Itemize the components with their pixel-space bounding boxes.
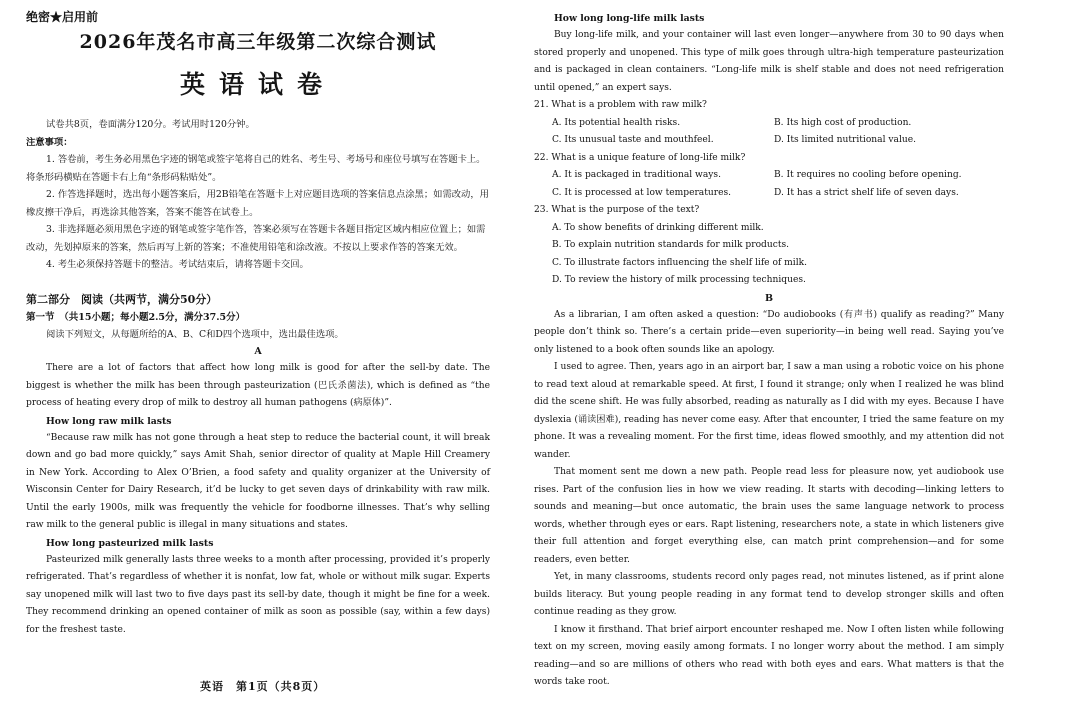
option-d: D. It has a strict shelf life of seven days.	[774, 187, 959, 198]
confidential-mark: 绝密★启用前	[26, 10, 99, 24]
note-item: 1. 答卷前，考生务必用黑色字迹的钢笔或签字笔将自己的姓名、考生号、考场号和座位号填写在答题卡上。将条形码横贴在答题卡右上角“条形码粘贴处”。	[26, 154, 486, 183]
page-footer: 英语 第1页（共8页）	[200, 680, 326, 693]
passage-b-paragraph-2: I used to agree. Then, years ago in an airport bar, I saw a man using a robotic voice on his phone to read text aloud at remarkable speed. At first, I found it strange; only when I realized he was blind did the scene shift. He was fully absorbed, reading as naturally as I did with my eyes. Because I have dyslexia (诵读困难), reading has never come easy. After that encounter, I tried the same feature on my phone. It was a revealing moment. For the first time, ideas flowed smoothly, and my attention did not wander.	[534, 362, 1004, 460]
passage-b-paragraph-3: That moment sent me down a new path. People read less for pleasure now, yet audiobook use rises. Part of the confusion lies in how we view reading. It starts with decoding—linking letters to sounds and meaning—but once automatic, the brain uses the same language network to process words, whether through eyes or ears. Rapt listening, researchers note, a state in which listeners give their full attention and forget everything else, can match print comprehension—and for some readers, even better.	[534, 467, 1004, 565]
note-item: 2. 作答选择题时，选出每小题答案后，用2B铅笔在答题卡上对应题目选项的答案信息点涂黑；如需改动，用橡皮擦干净后，再选涂其他答案，答案不能答在试卷上。	[26, 189, 489, 218]
option-c: C. It is processed at low temperatures.	[552, 187, 732, 198]
passage-a-paragraph-4: Buy long-life milk, and your container will last even longer—anywhere from 30 to 90 days when stored properly and unopened. This type of milk goes through ultra-high temperature pasteurization and is packaged in clean containers. “Long-life milk is shelf stable and does not need refrigeration until opened,” an expert says.	[534, 30, 1004, 93]
option-a: A. To show benefits of drinking different milk.	[552, 222, 764, 233]
exam-intro: 试卷共8页，卷面满分120分。考试用时120分钟。	[46, 119, 255, 130]
option-b: B. It requires no cooling before opening.	[774, 170, 962, 180]
passage-a-paragraph-2: “Because raw milk has not gone through a heat step to reduce the bacterial count, it will break down and go bad more quickly,” says Amit Shah, senior director of quality at Maple Hill Creamery in New York. According to Alex O’Brien, a food safety and quality organizer at the University of Wisconsin Center for Dairy Research, it’d be lucky to get seven days of drinkability with raw milk. Until the early 1900s, milk was frequently the vehicle for foodborne illnesses. That’s why selling raw milk to the general public is illegal in many situations and states.	[26, 432, 490, 530]
note-item: 4. 考生必须保持答题卡的整洁。考试结束后，请将答题卡交回。	[46, 259, 309, 270]
section-title: 第一节 （共15小题；每小题2.5分，满分37.5分）	[26, 311, 246, 323]
option-c: C. Its unusual taste and mouthfeel.	[552, 135, 714, 145]
heading-raw-milk: How long raw milk lasts	[46, 415, 172, 427]
note-item: 3. 非选择题必须用黑色字迹的钢笔或签字笔作答，答案必须写在答题卡各题目指定区域内相应位置上；如需改动，先划掉原来的答案，然后再写上新的答案；不准使用铅笔和涂改液。不按以上要求作答的答案无效。	[26, 224, 486, 253]
part-title: 第二部分 阅读（共两节，满分50分）	[26, 292, 218, 306]
option-d: D. To review the history of milk processing techniques.	[552, 275, 806, 285]
question-23-stem: 23. What is the purpose of the text?	[534, 205, 700, 215]
option-c: C. To illustrate factors influencing the shelf life of milk.	[552, 257, 808, 268]
passage-b-paragraph-4: Yet, in many classrooms, students record only pages read, not minutes listened, as if print alone builds literacy. But young people reading in any format tend to develop stronger skills and often continue reading as they grow.	[534, 572, 1004, 617]
question-23-options	[534, 220, 1004, 290]
section-instruction: 阅读下列短文，从每题所给的A、B、C和D四个选项中，选出最佳选项。	[46, 328, 344, 340]
subject-title: 英语试卷	[179, 70, 336, 99]
left-column	[26, 8, 490, 639]
question-22-stem: 22. What is a unique feature of long-life milk?	[534, 152, 746, 163]
passage-a-paragraph-1: There are a lot of factors that affect how long milk is good for after the sell-by date. The biggest is whether the milk has been through pasteurization (巴氏杀菌法), which is defined as “the process of heating every drop of milk to destroy all human pathogens (病原体)”.	[26, 363, 490, 408]
notes-title: 注意事项：	[26, 136, 73, 148]
question-21-options	[534, 115, 1004, 150]
passage-a-paragraph-3: Pasteurized milk generally lasts three weeks to a month after processing, provided it’s properly refrigerated. That’s regardless of whether it is nonfat, low fat, whole or without milk sugar. Experts say unopened milk will last two to five days past its sell-by date, though it might be fine for a week. They recommend drinking an opened container of milk as soon as possible (say, within a few days) for the freshest taste.	[26, 554, 490, 635]
passage-b-paragraph-5: I know it firsthand. That brief airport encounter reshaped me. Now I often listen while following text on my screen, moving easily among formats. I no longer worry about the method. I am simply reading—and so are millions of others who read with both eyes and ears. What matters is that the words take root.	[534, 624, 1004, 687]
right-column	[534, 10, 1004, 692]
option-a: A. It is packaged in traditional ways.	[552, 170, 721, 180]
passage-b-paragraph-1: As a librarian, I am often asked a question: “Do audiobooks (有声书) qualify as reading?” Many people don’t think so. There’s a certain pride—even superiority—in being well read. Saying you’ve only listened to a book often sounds like an apology.	[534, 309, 1004, 355]
heading-long-life-milk: How long long-life milk lasts	[554, 13, 705, 24]
option-a: A. Its potential health risks.	[552, 117, 681, 128]
heading-pasteurized-milk: How long pasteurized milk lasts	[46, 537, 214, 549]
option-b: B. Its high cost of production.	[774, 117, 912, 128]
exam-title: 2026年茂名市高三年级第二次综合测试	[79, 31, 437, 53]
option-d: D. Its limited nutritional value.	[774, 135, 916, 145]
question-21-stem: 21. What is a problem with raw milk?	[534, 100, 707, 110]
option-b: B. To explain nutrition standards for milk products.	[552, 240, 790, 250]
passage-label-b: B	[764, 292, 774, 304]
passage-label-a: A	[254, 346, 262, 357]
question-22-options	[534, 167, 1004, 202]
